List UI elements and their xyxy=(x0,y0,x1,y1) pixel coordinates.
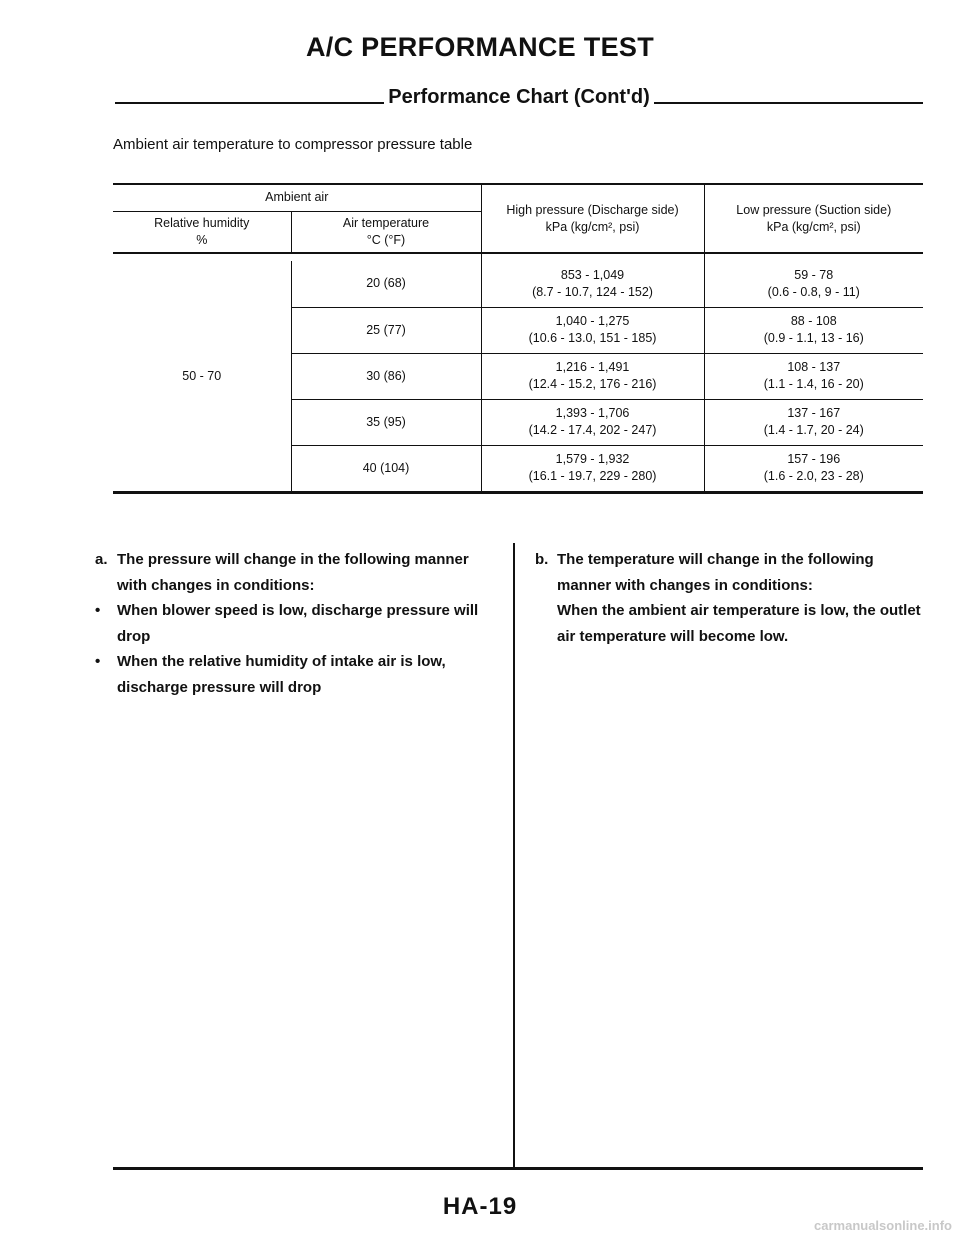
low-pressure-alt: (0.6 - 0.8, 9 - 11) xyxy=(767,284,860,299)
air-temperature-unit: °C (°F) xyxy=(366,232,406,247)
high-pressure-label: High pressure (Discharge side) xyxy=(506,202,679,217)
low-pressure-kpa: 108 - 137 xyxy=(787,360,841,374)
note-marker xyxy=(535,598,557,649)
note-text: The pressure will change in the following manner with changes in conditions: xyxy=(117,551,469,594)
high-pressure-kpa: 1,579 - 1,932 xyxy=(555,452,630,467)
humidity-value: 50 - 70 xyxy=(113,261,291,491)
notes-left xyxy=(95,547,500,700)
low-pressure-alt: (0.9 - 1.1, 13 - 16) xyxy=(763,331,864,345)
low-pressure-cell xyxy=(704,261,923,307)
heading-rule-left xyxy=(115,102,384,104)
notes-right xyxy=(535,547,925,649)
high-pressure-alt: (10.6 - 13.0, 151 - 185) xyxy=(528,331,657,345)
temp-cell: 30 (86) xyxy=(291,353,481,399)
table-caption: Ambient air temperature to compressor pressure table xyxy=(113,136,473,153)
pressure-table xyxy=(113,183,923,494)
low-pressure-kpa: 157 - 196 xyxy=(787,452,841,467)
low-pressure-alt: (1.1 - 1.4, 16 - 20) xyxy=(763,377,864,391)
high-pressure-cell xyxy=(481,307,704,353)
high-pressure-alt: (14.2 - 17.4, 202 - 247) xyxy=(528,423,657,437)
high-pressure-kpa: 1,216 - 1,491 xyxy=(555,360,630,374)
low-pressure-cell xyxy=(704,445,923,491)
bullet-icon: • xyxy=(95,602,101,619)
page-title: A/C PERFORMANCE TEST xyxy=(305,32,654,62)
temp-cell: 35 (95) xyxy=(291,399,481,445)
high-pressure-cell xyxy=(481,445,704,491)
ambient-air-header: Ambient air xyxy=(113,185,481,211)
note-marker: a. xyxy=(95,551,108,568)
note-marker: b. xyxy=(535,551,549,568)
low-pressure-header xyxy=(704,185,923,253)
bottom-rule xyxy=(113,1167,923,1170)
page-number: HA-19 xyxy=(442,1193,518,1220)
note-text: When the ambient air temperature is low, the outlet air temperature will become low. xyxy=(557,602,921,645)
low-pressure-kpa: 88 - 108 xyxy=(790,314,837,328)
note-item xyxy=(95,649,500,700)
note-text: When blower speed is low, discharge pressure will drop xyxy=(117,602,479,645)
high-pressure-kpa: 1,040 - 1,275 xyxy=(555,314,630,328)
high-pressure-alt: (12.4 - 15.2, 176 - 216) xyxy=(528,377,657,391)
high-pressure-cell xyxy=(481,353,704,399)
low-pressure-alt: (1.6 - 2.0, 23 - 28) xyxy=(763,469,864,484)
note-text: The temperature will change in the following manner with changes in conditions: xyxy=(557,551,874,594)
low-pressure-cell xyxy=(704,307,923,353)
table-row xyxy=(113,261,923,307)
humidity-label: Relative humidity xyxy=(154,215,250,230)
high-pressure-alt: (16.1 - 19.7, 229 - 280) xyxy=(528,469,657,484)
column-divider xyxy=(513,543,515,1168)
high-pressure-kpa: 853 - 1,049 xyxy=(560,267,625,282)
note-item xyxy=(535,598,925,649)
low-pressure-kpa: 59 - 78 xyxy=(794,267,834,282)
note-item xyxy=(95,598,500,649)
low-pressure-cell xyxy=(704,399,923,445)
humidity-header xyxy=(113,211,291,253)
air-temperature-label: Air temperature xyxy=(342,215,430,230)
temp-cell: 25 (77) xyxy=(291,307,481,353)
humidity-unit: % xyxy=(196,232,208,247)
temp-cell: 20 (68) xyxy=(291,261,481,307)
high-pressure-unit: kPa (kg/cm², psi) xyxy=(545,219,640,234)
note-item xyxy=(535,547,925,598)
high-pressure-kpa: 1,393 - 1,706 xyxy=(555,406,630,420)
low-pressure-unit: kPa (kg/cm², psi) xyxy=(766,219,861,234)
low-pressure-label: Low pressure (Suction side) xyxy=(736,202,892,217)
high-pressure-cell xyxy=(481,399,704,445)
air-temperature-header xyxy=(291,211,481,253)
temp-cell: 40 (104) xyxy=(291,445,481,491)
bullet-icon: • xyxy=(95,653,101,670)
low-pressure-alt: (1.4 - 1.7, 20 - 24) xyxy=(763,423,864,437)
high-pressure-cell xyxy=(481,261,704,307)
section-subtitle: Performance Chart (Cont'd) xyxy=(388,86,650,108)
high-pressure-header xyxy=(481,185,704,253)
high-pressure-alt: (8.7 - 10.7, 124 - 152) xyxy=(532,284,653,299)
note-item xyxy=(95,547,500,598)
heading-rule-right xyxy=(654,102,923,104)
section-heading xyxy=(115,86,923,109)
watermark: carmanualsonline.info xyxy=(814,1218,952,1233)
low-pressure-cell xyxy=(704,353,923,399)
low-pressure-kpa: 137 - 167 xyxy=(787,406,841,420)
note-text: When the relative humidity of intake air is low, discharge pressure will drop xyxy=(117,653,446,696)
